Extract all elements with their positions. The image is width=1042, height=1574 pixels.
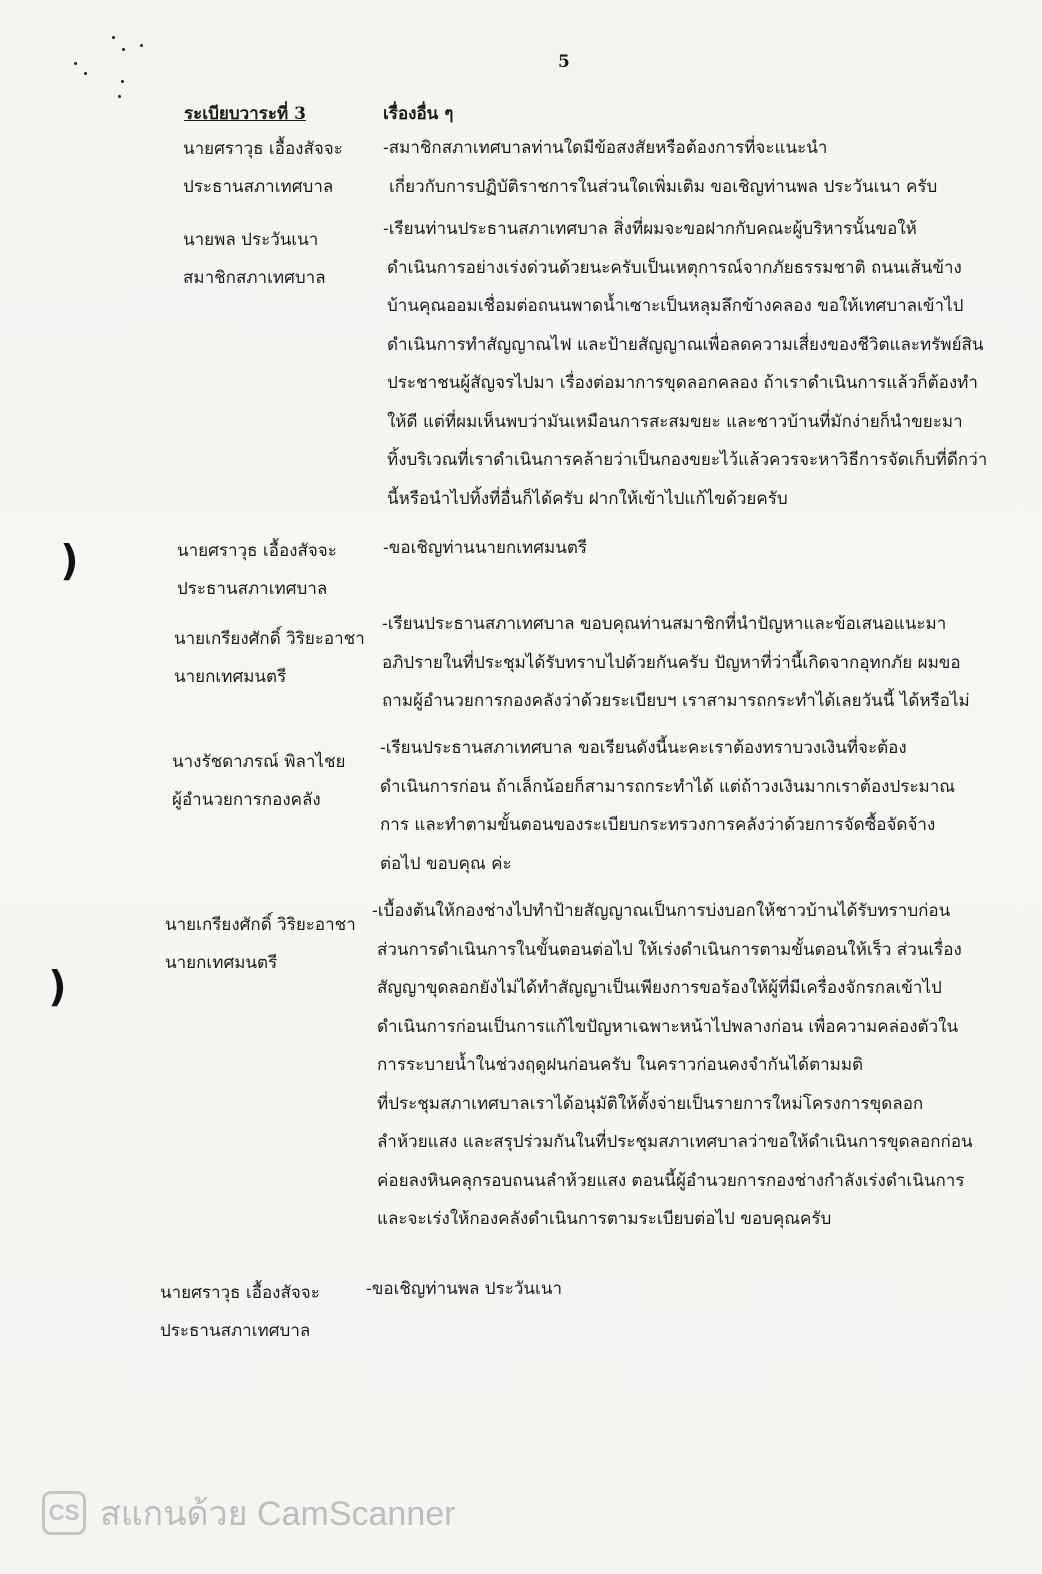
speech-line: ประชาชนผู้สัญจรไปมา เรื่องต่อมาการขุดลอกคลอง ถ้าเราดำเนินการแล้วก็ต้องทำ (387, 373, 978, 393)
scan-speck (121, 80, 124, 83)
speech-text (383, 129, 963, 206)
speech-line: นี้หรือนำไปทิ้งที่อื่นก็ได้ครับ ฝากให้เข้าไปแก้ไขด้วยครับ (387, 488, 788, 509)
speech-line: ดำเนินการทำสัญญาณไฟ และป้ายสัญญาณเพื่อลดความเสี่ยงของชีวิตและทรัพย์สิน (387, 334, 984, 355)
speech-line: ค่อยลงหินคลุกรอบถนนลำห้วยแสง ตอนนี้ผู้อำนวยการกองช่างกำลังเร่งดำเนินการ (377, 1170, 965, 1191)
speech-line: ให้ดี แต่ที่ผมเห็นพบว่ามันเหมือนการสะสมขยะ และชาวบ้านที่มักง่ายก็นำขยะมา (387, 411, 963, 432)
speaker-block (174, 620, 365, 696)
speech-line: ส่วนการดำเนินการในขั้นตอนต่อไป ให้เร่งดำเนินการตามขั้นตอนให้เร็ว ส่วนเรื่อง (377, 939, 962, 960)
speech-line: ถามผู้อำนวยการกองคลังว่าด้วยระเบียบฯ เราสามารถกระทำได้เลยวันนี้ ได้หรือไม่ (382, 691, 970, 711)
scan-speck (122, 48, 125, 51)
speech-line: การระบายน้ำในช่วงฤดูฝนก่อนครับ ในคราวก่อนคงจำกันได้ตามมติ (377, 1055, 864, 1075)
camscanner-logo-icon: CS (42, 1491, 86, 1535)
speech-line: -ขอเชิญท่านนายกเทศมนตรี (383, 538, 588, 558)
speech-line: ดำเนินการก่อนเป็นการแก้ไขปัญหาเฉพาะหน้าไปพลางก่อน เพื่อความคล่องตัวใน (377, 1016, 959, 1037)
speaker-name: นายศราวุธ เอื้องสัจจะ (160, 1283, 320, 1303)
speaker-role: ประธานสภาเทศบาล (160, 1321, 311, 1341)
speaker-block (160, 1274, 320, 1350)
speech-line: ที่ประชุมสภาเทศบาลเราได้อนุมัติให้ตั้งจ่ายเป็นรายการใหม่โครงการขุดลอก (377, 1093, 924, 1114)
scan-speck (140, 44, 143, 47)
speaker-role: นายกเทศมนตรี (165, 953, 278, 973)
speaker-name: นายศราวุธ เอื้องสัจจะ (183, 139, 343, 159)
speech-text (380, 729, 960, 883)
speech-line: -เรียนประธานสภาเทศบาล ขอเรียนดังนี้นะคะเราต้องทราบวงเงินที่จะต้อง (380, 738, 907, 758)
speaker-block (183, 221, 326, 297)
speaker-name: นางรัชดาภรณ์ พิลาไชย (172, 752, 346, 772)
speaker-name: นายเกรียงศักดิ์ วิริยะอาชา (165, 915, 356, 935)
speaker-role: ผู้อำนวยการกองคลัง (172, 790, 321, 810)
speech-text (382, 605, 970, 721)
speaker-block (177, 532, 337, 608)
speech-text (383, 210, 988, 518)
scan-speck (74, 62, 77, 65)
speech-line: สัญญาขุดลอกยังไม่ได้ทำสัญญาเป็นเพียงการขอร้องให้ผู้ที่มีเครื่องจักรกลเข้าไป (377, 978, 942, 998)
speech-line: ลำห้วยแสง และสรุปร่วมกันในที่ประชุมสภาเทศบาลว่าขอให้ดำเนินการขุดลอกก่อน (377, 1132, 973, 1152)
speech-line: และจะเร่งให้กองคลังดำเนินการตามระเบียบต่อไป ขอบคุณครับ (377, 1209, 832, 1229)
speaker-name: นายเกรียงศักดิ์ วิริยะอาชา (174, 629, 365, 649)
page-number: 5 (558, 52, 570, 72)
speaker-role: ประธานสภาเทศบาล (177, 579, 328, 599)
speech-line: -เรียนประธานสภาเทศบาล ขอบคุณท่านสมาชิกที่นำปัญหาและข้อเสนอแนะมา (382, 614, 947, 634)
speaker-role: นายกเทศมนตรี (174, 667, 287, 687)
speech-line: -เรียนท่านประธานสภาเทศบาล สิ่งที่ผมจะขอฝากกับคณะผู้บริหารนั้นขอให้ (383, 219, 917, 239)
speaker-name: นายศราวุธ เอื้องสัจจะ (177, 541, 337, 561)
speech-text (383, 529, 963, 568)
speech-line: บ้านคุณออมเชื่อมต่อถนนพาดน้ำเซาะเป็นหลุมลึกข้างคลอง ขอให้เทศบาลเข้าไป (387, 296, 964, 316)
speaker-role: สมาชิกสภาเทศบาล (183, 268, 326, 288)
speaker-block (172, 743, 345, 819)
speaker-name: นายพล ประวันเนา (183, 230, 319, 250)
watermark-text: สแกนด้วย CamScanner (100, 1495, 456, 1533)
speech-line: ต่อไป ขอบคุณ ค่ะ (380, 853, 512, 874)
agenda-label: ระเบียบวาระที่ 3 (184, 104, 306, 124)
margin-bracket-mark: )) (60, 536, 65, 585)
speech-line: -สมาชิกสภาเทศบาลท่านใดมีข้อสงสัยหรือต้องการที่จะแนะนำ (383, 138, 828, 158)
speaker-role: ประธานสภาเทศบาล (183, 177, 334, 197)
speech-text (366, 1270, 946, 1309)
speaker-block (165, 906, 356, 982)
speech-line: ดำเนินการก่อน ถ้าเล็กน้อยก็สามารถกระทำได้ แต่ถ้าวงเงินมากเราต้องประมาณ (380, 776, 956, 797)
scan-speck (84, 72, 87, 75)
scan-speck (112, 36, 115, 39)
speech-line: -ขอเชิญท่านพล ประวันเนา (366, 1279, 563, 1299)
speech-line: ทิ้งบริเวณที่เราดำเนินการคล้ายว่าเป็นกองขยะไว้แล้วควรจะหาวิธีการจัดเก็บที่ดีกว่า (387, 450, 988, 470)
agenda-title: เรื่องอื่น ๆ (383, 104, 454, 124)
speech-line: การ และทำตามขั้นตอนของระเบียบกระทรวงการคลังว่าด้วยการจัดซื้อจัดจ้าง (380, 815, 936, 835)
scan-speck (118, 95, 121, 98)
speech-line: เกี่ยวกับการปฏิบัติราชการในส่วนใดเพิ่มเติม ขอเชิญท่านพล ประวันเนา ครับ (389, 176, 938, 197)
speaker-block (183, 130, 343, 206)
margin-bracket-mark: )) (48, 962, 53, 1011)
camscanner-watermark (42, 1486, 455, 1540)
speech-text (372, 892, 973, 1239)
speech-line: -เบื้องต้นให้กองช่างไปทำป้ายสัญญาณเป็นการบ่งบอกให้ชาวบ้านได้รับทราบก่อน (372, 901, 951, 921)
speech-line: อภิปรายในที่ประชุมได้รับทราบไปด้วยกันครับ ปัญหาที่ว่านี้เกิดจากอุทกภัย ผมขอ (382, 652, 961, 673)
speech-line: ดำเนินการอย่างเร่งด่วนด้วยนะครับเป็นเหตุการณ์จากภัยธรรมชาติ ถนนเส้นข้าง (387, 257, 962, 278)
